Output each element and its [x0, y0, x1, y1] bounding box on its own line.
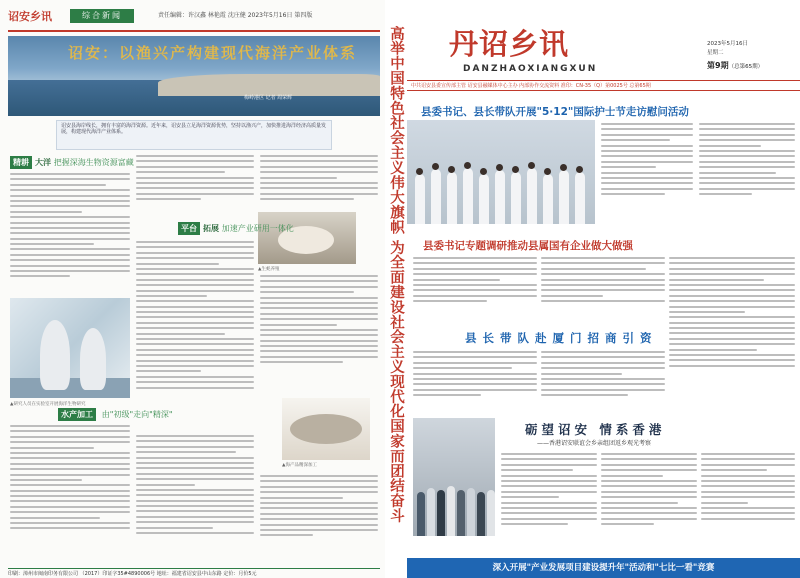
nurse-head [480, 168, 487, 175]
oyster-photo [258, 212, 356, 264]
nurse-figure [543, 174, 553, 224]
headline-xiamen-investment: 县长带队赴厦门招商引资 [465, 331, 658, 345]
visitor-figure [477, 492, 485, 536]
left-page [0, 0, 385, 578]
section-heading-2-tag: 平台 [178, 222, 200, 235]
weekday-line: 星期二 [707, 50, 724, 56]
visitor-figure [427, 488, 435, 536]
visitor-figure [467, 488, 475, 536]
banner-caption: 梅岭港区 记者 周荣辉 [244, 95, 293, 101]
left-brand: 诏安乡讯 [8, 10, 52, 23]
section-heading-3-tag: 水产加工 [58, 408, 96, 421]
visitor-figure [437, 490, 445, 536]
right-article-column-3 [413, 254, 537, 320]
right-article-column-2 [699, 120, 795, 230]
headline-soe-research: 县委书记专题调研推动县属国有企业做大做强 [423, 240, 633, 252]
hk-visit-group-photo [413, 418, 495, 536]
visitor-figure [457, 490, 465, 536]
issue-total: （总第65期） [728, 64, 764, 70]
intro-box: 诏安县海岸线长，拥有丰富的海洋资源。近年来，诏安县立足海洋资源优势，坚持以渔兴产，加快推进海洋经济高质量发展，构建现代海洋产业体系。 [56, 120, 332, 150]
nurse-head [496, 164, 503, 171]
right-article-column-4 [541, 254, 665, 320]
section-heading-2-rest: 加速产业研用一体化 [221, 224, 294, 233]
section-heading-2-title: 拓展 [203, 224, 219, 233]
nurse-head [464, 162, 471, 169]
nurse-figure [559, 170, 569, 224]
right-article-column-7 [541, 348, 665, 414]
article-column-5 [260, 272, 378, 392]
nurse-figure [511, 172, 521, 224]
seafood-processing-photo [282, 398, 370, 460]
left-page-footer: 印刷：漳州市闽南印务有限公司 （2017）印证字35#4890006号 地址：福建省诏安县中山东路 定价：月价5元 [8, 568, 380, 577]
seafood-photo-caption: ▲海产品精深加工 [282, 463, 317, 468]
section-heading-1-title: 大洋 [35, 158, 51, 167]
issue-date [707, 40, 748, 58]
nurse-head [544, 168, 551, 175]
lab-bench [10, 378, 130, 398]
right-article-column-1 [601, 120, 693, 230]
researcher-figure [40, 320, 70, 390]
banner-shore [158, 74, 380, 96]
right-page [407, 0, 800, 578]
researcher-figure [80, 328, 106, 390]
right-article-column-8 [501, 450, 597, 554]
bottom-slogan-band: 深入开展"产业发展项目建设提升年"活动和"七比一看"竞赛 [407, 558, 800, 578]
nurse-figure [463, 168, 473, 224]
right-article-column-5 [669, 254, 795, 404]
nurse-figure [495, 170, 505, 224]
headline-banner-photo [8, 36, 380, 116]
section-heading-1-rest: 把握深海生物资源富藏 [53, 158, 134, 167]
section-heading-1-tag: 精耕 [10, 156, 32, 169]
nurse-figure [527, 168, 537, 224]
lab-photo-caption: ▲研究人员在实验室开展海洋生物研究 [10, 402, 86, 407]
section-heading-2 [178, 222, 294, 235]
nurse-head [576, 166, 583, 173]
article-column-4 [136, 238, 254, 428]
article-column-1 [10, 170, 130, 296]
subheadline-hk-visit: ——香港诏安联谊会乡亲组团返乡观光考察 [537, 440, 652, 447]
left-page-header [8, 4, 380, 32]
date-line: 2023年5月16日 [707, 41, 748, 47]
nurse-figure [575, 172, 585, 224]
left-page-meta: 责任编辑：许汉鑫 林艳霞 沈庄健 2023年5月16日 第四版 [158, 12, 313, 19]
nurse-figure [431, 169, 441, 224]
issue-number [707, 60, 763, 71]
headline-nurses-day: 县委书记、县长带队开展"5·12"国际护士节走访慰问活动 [421, 106, 689, 118]
nurse-head [448, 166, 455, 173]
nurse-head [512, 166, 519, 173]
visitor-figure [447, 486, 455, 536]
nurses-group-photo [407, 120, 595, 224]
right-article-column-10 [701, 450, 795, 554]
masthead: 丹诏乡讯 [449, 27, 570, 61]
right-article-column-6 [413, 348, 537, 414]
lab-photo [10, 298, 130, 398]
vertical-slogan: 高举中国特色社会主义伟大旗帜 为全面建设社会主义现代化国家而团结奋斗 [388, 26, 405, 524]
nurse-figure [447, 172, 457, 224]
issue-label: 第9期 [707, 61, 729, 70]
masthead-pinyin: DANZHAOXIANGXUN [463, 64, 598, 74]
section-heading-1 [10, 156, 134, 169]
visitor-figure [487, 490, 495, 536]
banner-headline: 诏安：以渔兴产构建现代海洋产业体系 [68, 44, 358, 62]
nurse-head [432, 163, 439, 170]
vertical-slogan-banner [385, 0, 407, 578]
article-column-7 [136, 432, 254, 562]
article-column-8 [260, 472, 378, 562]
right-article-column-9 [601, 450, 697, 554]
nurse-figure [415, 174, 425, 224]
seafood-dish [290, 414, 362, 444]
article-column-2 [136, 152, 254, 214]
section-label: 综合新闻 [70, 9, 134, 23]
nurse-head [416, 168, 423, 175]
article-column-6 [10, 422, 130, 562]
section-heading-3 [58, 408, 173, 421]
publication-infobar: 中共诏安县委宣传部主管 诏安县融媒体中心主办 内部协作交流资料 准印：CN-35（Q）第0025号 总第65期 [407, 80, 800, 91]
oyster-photo-caption: ▲生蚝养殖 [258, 267, 280, 272]
nurse-head [560, 164, 567, 171]
nurse-head [528, 162, 535, 169]
visitor-figure [417, 492, 425, 536]
section-heading-3-rest: 由"初级"走向"精深" [101, 410, 173, 419]
headline-hk-visit: 砺望诏安 情系香港 [525, 422, 666, 437]
nurse-figure [479, 174, 489, 224]
article-column-3 [260, 152, 378, 214]
